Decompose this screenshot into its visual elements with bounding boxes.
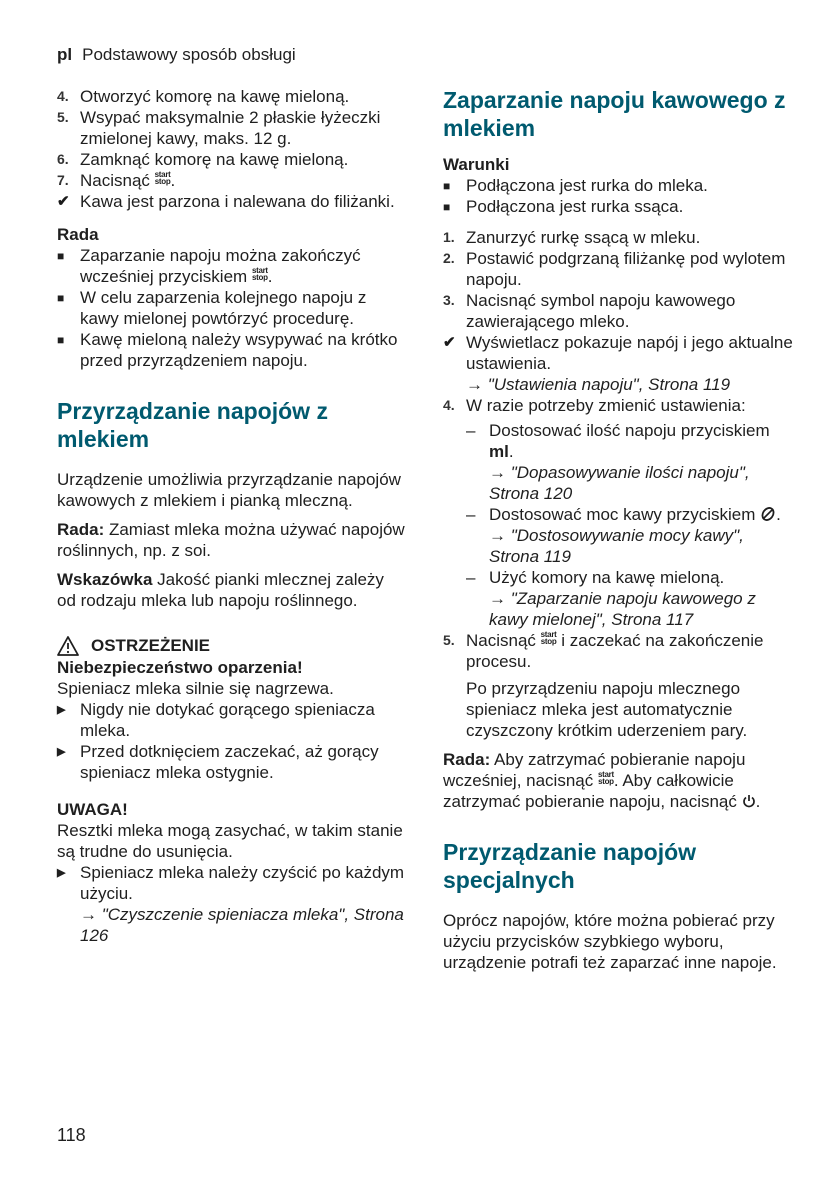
sub-item: – Dostosować moc kawy przyciskiem . → "Dostosowywanie mocy kawy", Strona 119 (443, 504, 793, 567)
bullet-icon: ■ (443, 179, 451, 193)
section-title-special: Przyrządzanie napojów specjalnych (443, 839, 697, 893)
list-item: 5. Nacisnąć start stop i zaczekać na zakończenie procesu. (443, 630, 764, 671)
ml-icon: ml (489, 442, 509, 461)
start-stop-icon: start stop (154, 170, 171, 186)
bullet-icon: ■ (57, 333, 65, 347)
header-title: Podstawowy sposób obsługi (82, 45, 296, 64)
left-column (57, 86, 407, 946)
tip-title: Rada (57, 225, 99, 244)
list-item: 5. Wsypać maksymalnie 2 płaskie łyżeczki zmielonej kawy, maks. 12 g. (57, 108, 381, 148)
language-code: pl (57, 45, 73, 64)
warning-text: Spieniacz mleka silnie się nagrzewa. (57, 679, 334, 698)
conditions-title: Warunki (443, 155, 510, 174)
hint-paragraph: Wskazówka Jakość pianki mlecznej zależy od rodzaju mleka lub napoju roślinnego. (57, 570, 384, 610)
cross-reference[interactable]: → "Ustawienia napoju", Strona 119 (466, 375, 731, 394)
bullet-icon: ■ (443, 200, 451, 214)
steps-list-right-2 (443, 630, 793, 672)
list-item: ■ Zaparzanie napoju można zakończyć wcześniej przyciskiem start stop. (57, 246, 361, 286)
start-stop-icon: start stop (540, 630, 557, 646)
bullet-icon: ■ (57, 291, 65, 305)
rada-paragraph: Rada: Zamiast mleka można używać napojów roślinnych, np. z soi. (57, 520, 405, 560)
caution-title: UWAGA! (57, 800, 128, 819)
coffee-strength-icon (760, 506, 776, 522)
list-item: 2. Postawić podgrzaną filiżankę pod wylotem napoju. (443, 249, 786, 289)
rada-paragraph-right: Rada: Aby zatrzymać pobieranie napoju wcześniej, nacisnąć start stop. Aby całkowicie zatrzymać pobieranie napoju, nacisnąć . (443, 750, 761, 811)
right-column (443, 86, 793, 973)
result-item: ✔ Kawa jest parzona i nalewana do filiżanki. (57, 192, 395, 211)
step5-note: Po przyrządzeniu napoju mlecznego spieniacz mleka jest automatycznie czyszczony krótkim uderzeniem pary. (466, 679, 748, 740)
list-item: 4. W razie potrzeby zmienić ustawienia: (443, 396, 746, 415)
warning-title: OSTRZEŻENIE (57, 635, 407, 657)
result-item: ✔ Wyświetlacz pokazuje napój i jego aktualne ustawienia. → "Ustawienia napoju", Strona 119 (443, 333, 793, 394)
special-text: Oprócz napojów, które można pobierać przy użyciu przycisków szybkiego wyboru, urządzenie potrafi też zaparzać inne napoje. (443, 911, 777, 972)
list-item: ■ Podłączona jest rurka do mleka. (443, 176, 708, 195)
list-item: 7. Nacisnąć start stop. (57, 170, 176, 190)
page-header (57, 45, 296, 65)
power-icon (742, 794, 756, 808)
cross-reference[interactable]: → "Czyszczenie spieniacza mleka", Strona 126 (80, 905, 404, 945)
steps-list (57, 86, 407, 212)
arrow-bullet-icon: ▶ (57, 704, 66, 716)
conditions-list (443, 175, 793, 217)
list-item: ▶ Nigdy nie dotykać gorącego spieniacza mleka. (57, 700, 375, 740)
list-item: ■ Podłączona jest rurka ssąca. (443, 197, 684, 216)
intro-text: Urządzenie umożliwia przyrządzanie napojów kawowych z mlekiem i pianką mleczną. (57, 470, 401, 510)
list-item: 3. Nacisnąć symbol napoju kawowego zawierającego mleko. (443, 291, 736, 331)
caution-text: Resztki mleka mogą zasychać, w takim stanie są trudne do usunięcia. (57, 821, 403, 861)
check-icon: ✔ (57, 193, 70, 210)
steps-list-right (443, 227, 793, 416)
tips-list (57, 245, 407, 371)
page-number: 118 (57, 1125, 86, 1145)
arrow-bullet-icon: ▶ (57, 867, 66, 879)
list-item: ■ Kawę mieloną należy wsypywać na krótko przed przyrządzeniem napoju. (57, 330, 398, 370)
list-item: 4. Otworzyć komorę na kawę mieloną. (57, 87, 350, 106)
warning-icon (57, 636, 79, 656)
list-item: ▶ Przed dotknięciem zaczekać, aż gorący spieniacz mleka ostygnie. (57, 742, 379, 782)
cross-reference[interactable]: → "Dopasowywanie ilości napoju", Strona 120 (489, 463, 750, 503)
section-title-coffee-milk: Zaparzanie napoju kawowego z mlekiem (443, 87, 786, 141)
bullet-icon: ■ (57, 249, 65, 263)
start-stop-icon: start stop (251, 266, 268, 282)
sub-item: – Użyć komory na kawę mieloną. → "Zaparzanie napoju kawowego z kawy mielonej", Strona 117 (443, 567, 793, 630)
warning-subtitle: Niebezpieczeństwo oparzenia! (57, 658, 303, 677)
check-icon: ✔ (443, 334, 456, 351)
arrow-bullet-icon: ▶ (57, 746, 66, 758)
section-title-milk: Przyrządzanie napojów z mlekiem (57, 398, 328, 452)
list-item: 1. Zanurzyć rurkę ssącą w mleku. (443, 228, 701, 247)
warning-list (57, 699, 407, 783)
start-stop-icon: start stop (597, 770, 614, 786)
list-item: ■ W celu zaparzenia kolejnego napoju z kawy mielonej powtórzyć procedurę. (57, 288, 367, 328)
list-item: ▶ Spieniacz mleka należy czyścić po każdym użyciu. → "Czyszczenie spieniacza mleka", Strona 126 (57, 862, 407, 946)
caution-list (57, 862, 407, 946)
cross-reference[interactable]: → "Dostosowywanie mocy kawy", Strona 119 (489, 526, 744, 566)
list-item: 6. Zamknąć komorę na kawę mieloną. (57, 150, 349, 169)
sub-item: – Dostosować ilość napoju przyciskiem ml. → "Dopasowywanie ilości napoju", Strona 120 (443, 420, 793, 504)
cross-reference[interactable]: → "Zaparzanie napoju kawowego z kawy mielonej", Strona 117 (489, 589, 756, 629)
